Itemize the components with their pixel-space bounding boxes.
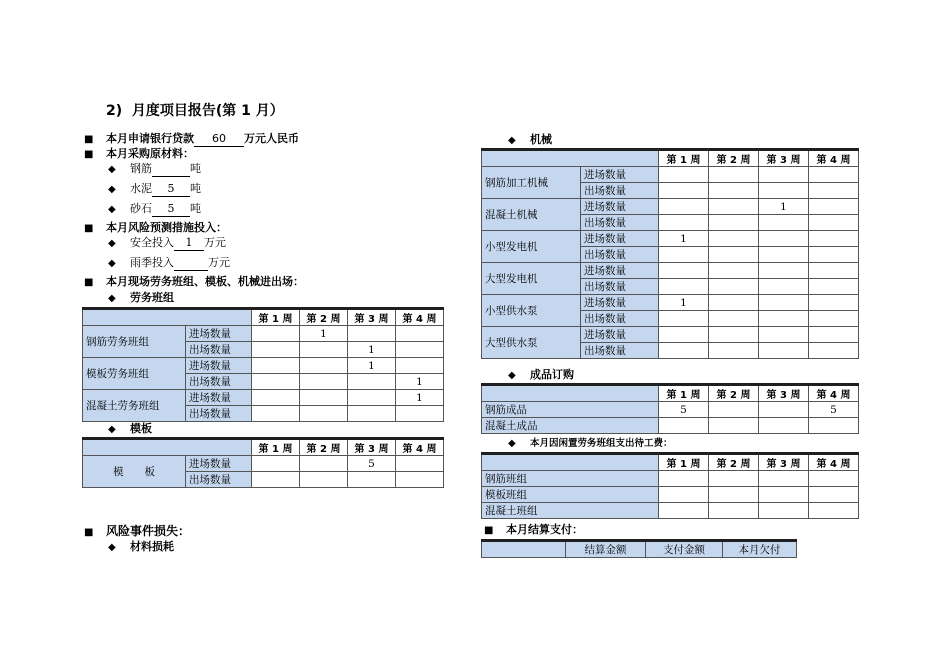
cell: [709, 279, 759, 295]
materials-heading: ■ 本月采购原材料：: [84, 147, 194, 160]
cell: 1: [659, 231, 709, 247]
cell: [396, 342, 444, 358]
diamond-bullet-icon: ◆: [108, 542, 116, 553]
cell: [709, 231, 759, 247]
table-row: [482, 503, 859, 519]
group-label: 钢筋劳务班组: [83, 326, 186, 358]
cell: [809, 295, 859, 311]
cell: [759, 231, 809, 247]
cell: [759, 402, 809, 418]
diamond-bullet-icon: ◆: [508, 438, 516, 449]
square-bullet-icon: ■: [84, 223, 94, 234]
group-label: 模板劳务班组: [83, 358, 186, 390]
cell: [396, 406, 444, 422]
cell: [300, 358, 348, 374]
sub-label: 出场数量: [581, 279, 659, 295]
cell: [659, 279, 709, 295]
sub-label: 进场数量: [186, 456, 252, 472]
cell: [709, 311, 759, 327]
cell: [809, 487, 859, 503]
cell: [659, 503, 709, 519]
cell: [809, 471, 859, 487]
cell: [659, 247, 709, 263]
cell: [759, 503, 809, 519]
table-row: [482, 418, 859, 434]
diamond-bullet-icon: ◆: [108, 164, 116, 175]
cell: 1: [659, 295, 709, 311]
labor-table: [82, 307, 444, 422]
table-header-row: [83, 439, 444, 456]
cell: [252, 472, 300, 488]
cell: [348, 472, 396, 488]
cell: 5: [659, 402, 709, 418]
week-header: 第 1 周: [252, 309, 300, 326]
labor-heading: ◆ 劳务班组: [108, 291, 174, 304]
material-item: ◆ 砂石 5 吨: [108, 202, 201, 215]
machinery-table: [481, 148, 859, 359]
group-label: 混凝土劳务班组: [83, 390, 186, 422]
cell: [809, 231, 859, 247]
page-title: 2) 月度项目报告(第 1 月）: [106, 103, 284, 119]
header-blank: [482, 150, 659, 167]
cell: [252, 406, 300, 422]
settlement-col-header: 支付金额: [646, 541, 723, 558]
cell: 1: [396, 390, 444, 406]
cell: 5: [809, 402, 859, 418]
square-bullet-icon: ■: [84, 134, 94, 145]
row-label: 钢筋班组: [482, 471, 659, 487]
settlement-col-header: 结算金额: [566, 541, 646, 558]
cell: [659, 215, 709, 231]
cell: [709, 327, 759, 343]
sub-label: 出场数量: [186, 406, 252, 422]
row-label: 混凝土成品: [482, 418, 659, 434]
cell: [709, 295, 759, 311]
week-header: 第 3 周: [759, 454, 809, 471]
week-header: 第 4 周: [396, 309, 444, 326]
table-header-row: [482, 541, 797, 558]
cell: 1: [348, 358, 396, 374]
table-header-row: [482, 454, 859, 471]
week-header: 第 3 周: [759, 150, 809, 167]
cell: [809, 503, 859, 519]
sub-label: 进场数量: [581, 263, 659, 279]
cell: [709, 247, 759, 263]
diamond-bullet-icon: ◆: [108, 424, 116, 435]
cell: [759, 167, 809, 183]
group-label: 小型发电机: [482, 231, 581, 263]
row-label: 模板班组: [482, 487, 659, 503]
cell: [252, 390, 300, 406]
week-header: 第 1 周: [659, 385, 709, 402]
diamond-bullet-icon: ◆: [108, 293, 116, 304]
cell: [396, 358, 444, 374]
sub-label: 进场数量: [581, 295, 659, 311]
cell: 1: [759, 199, 809, 215]
settlement-col-header: [482, 541, 566, 558]
cell: [759, 311, 809, 327]
header-blank: [482, 454, 659, 471]
cell: [300, 456, 348, 472]
cell: [809, 418, 859, 434]
site-heading: ■ 本月现场劳务班组、模板、机械进出场：: [84, 275, 304, 288]
loan-label: 本月申请银行贷款: [106, 132, 194, 145]
sub-label: 进场数量: [581, 199, 659, 215]
loan-line: [84, 132, 299, 147]
table-row: [482, 327, 859, 343]
cell: [809, 247, 859, 263]
formwork-table: [82, 437, 444, 488]
week-header: 第 1 周: [659, 150, 709, 167]
row-label: 混凝土班组: [482, 503, 659, 519]
sub-label: 出场数量: [581, 343, 659, 359]
group-label: 大型供水泵: [482, 327, 581, 359]
loan-value: 60: [194, 132, 244, 147]
group-label: 大型发电机: [482, 263, 581, 295]
sub-label: 出场数量: [186, 472, 252, 488]
settlement-table: [481, 539, 797, 558]
cell: [252, 342, 300, 358]
table-row: [83, 456, 444, 472]
settlement-heading: ■ 本月结算支付：: [484, 523, 583, 536]
cell: [709, 167, 759, 183]
cell: [659, 487, 709, 503]
cell: [396, 326, 444, 342]
cell: 5: [348, 456, 396, 472]
cell: [759, 471, 809, 487]
cell: 1: [396, 374, 444, 390]
loan-unit: 万元人民币: [244, 132, 299, 145]
cell: [659, 199, 709, 215]
cell: [659, 311, 709, 327]
cell: [809, 215, 859, 231]
table-row: [482, 167, 859, 183]
cell: [809, 311, 859, 327]
table-header-row: [83, 309, 444, 326]
table-row: [83, 390, 444, 406]
sub-label: 进场数量: [581, 327, 659, 343]
cell: [659, 183, 709, 199]
cell: [252, 358, 300, 374]
header-blank: [83, 439, 252, 456]
cell: [659, 471, 709, 487]
risk-invest-heading: ■ 本月风险预测措施投入：: [84, 221, 227, 234]
cell: [709, 183, 759, 199]
square-bullet-icon: ■: [84, 149, 94, 160]
cell: [348, 390, 396, 406]
cell: [759, 295, 809, 311]
table-row: [482, 487, 859, 503]
week-header: 第 1 周: [252, 439, 300, 456]
idle-table: [481, 452, 859, 519]
week-header: 第 2 周: [300, 309, 348, 326]
sub-label: 进场数量: [186, 358, 252, 374]
table-row: [83, 358, 444, 374]
cell: [809, 263, 859, 279]
cell: [396, 456, 444, 472]
table-row: [482, 263, 859, 279]
group-label: 小型供水泵: [482, 295, 581, 327]
sub-label: 出场数量: [186, 374, 252, 390]
table-row: [482, 402, 859, 418]
square-bullet-icon: ■: [84, 277, 94, 288]
sub-label: 出场数量: [581, 247, 659, 263]
risk-loss-sub: ◆ 材料损耗: [108, 540, 174, 553]
cell: [759, 327, 809, 343]
cell: [709, 263, 759, 279]
square-bullet-icon: ■: [484, 525, 494, 536]
week-header: 第 4 周: [809, 150, 859, 167]
risk-invest-item: ◆ 安全投入 1 万元: [108, 236, 226, 249]
header-blank: [482, 385, 659, 402]
table-row: [83, 326, 444, 342]
diamond-bullet-icon: ◆: [508, 135, 516, 146]
diamond-bullet-icon: ◆: [108, 184, 116, 195]
cell: [809, 199, 859, 215]
cell: [659, 418, 709, 434]
cell: [709, 402, 759, 418]
group-label: 模 板: [83, 456, 186, 488]
sub-label: 进场数量: [581, 167, 659, 183]
cell: [348, 406, 396, 422]
week-header: 第 2 周: [709, 150, 759, 167]
machinery-heading: ◆ 机械: [508, 133, 552, 146]
table-row: [482, 231, 859, 247]
diamond-bullet-icon: ◆: [108, 238, 116, 249]
cell: [759, 183, 809, 199]
week-header: 第 3 周: [348, 439, 396, 456]
diamond-bullet-icon: ◆: [108, 204, 116, 215]
material-item: ◆ 水泥 5 吨: [108, 182, 201, 195]
cell: [252, 326, 300, 342]
cell: [659, 343, 709, 359]
sub-label: 进场数量: [581, 231, 659, 247]
sub-label: 出场数量: [581, 183, 659, 199]
week-header: 第 3 周: [348, 309, 396, 326]
cell: [300, 342, 348, 358]
week-header: 第 4 周: [809, 385, 859, 402]
diamond-bullet-icon: ◆: [108, 258, 116, 269]
cell: [348, 374, 396, 390]
cell: [809, 167, 859, 183]
table-row: [482, 471, 859, 487]
sub-label: 出场数量: [581, 215, 659, 231]
cell: [709, 199, 759, 215]
cell: [659, 167, 709, 183]
risk-invest-item: ◆ 雨季投入 万元: [108, 256, 230, 269]
cell: [759, 487, 809, 503]
cell: [659, 263, 709, 279]
cell: [709, 503, 759, 519]
square-bullet-icon: ■: [84, 527, 94, 538]
cell: [396, 472, 444, 488]
cell: [809, 279, 859, 295]
cell: [300, 472, 348, 488]
cell: [759, 418, 809, 434]
table-row: [482, 295, 859, 311]
cell: [709, 487, 759, 503]
header-blank: [83, 309, 252, 326]
cell: [759, 263, 809, 279]
cell: 1: [300, 326, 348, 342]
sub-label: 进场数量: [186, 326, 252, 342]
table-header-row: [482, 385, 859, 402]
group-label: 钢筋加工机械: [482, 167, 581, 199]
cell: [659, 327, 709, 343]
sub-label: 出场数量: [581, 311, 659, 327]
cell: [252, 374, 300, 390]
cell: [300, 390, 348, 406]
cell: [252, 456, 300, 472]
week-header: 第 4 周: [809, 454, 859, 471]
cell: [709, 418, 759, 434]
cell: [300, 374, 348, 390]
cell: [348, 326, 396, 342]
settlement-col-header: 本月欠付: [723, 541, 797, 558]
cell: [300, 406, 348, 422]
row-label: 钢筋成品: [482, 402, 659, 418]
cell: [809, 343, 859, 359]
diamond-bullet-icon: ◆: [508, 370, 516, 381]
sub-label: 进场数量: [186, 390, 252, 406]
cell: [759, 215, 809, 231]
group-label: 混凝土机械: [482, 199, 581, 231]
week-header: 第 1 周: [659, 454, 709, 471]
material-item: ◆ 钢筋 吨: [108, 162, 201, 175]
week-header: 第 2 周: [709, 454, 759, 471]
cell: [709, 215, 759, 231]
cell: [809, 327, 859, 343]
table-header-row: [482, 150, 859, 167]
week-header: 第 2 周: [300, 439, 348, 456]
formwork-heading: ◆ 模板: [108, 422, 152, 435]
cell: 1: [348, 342, 396, 358]
cell: [809, 183, 859, 199]
cell: [709, 471, 759, 487]
cell: [709, 343, 759, 359]
sub-label: 出场数量: [186, 342, 252, 358]
table-row: [482, 199, 859, 215]
products-heading: ◆ 成品订购: [508, 368, 574, 381]
week-header: 第 3 周: [759, 385, 809, 402]
idle-heading: ◆ 本月因闲置劳务班组支出待工费：: [508, 438, 673, 449]
week-header: 第 2 周: [709, 385, 759, 402]
risk-loss-heading: ■ 风险事件损失：: [84, 524, 191, 538]
products-table: [481, 383, 859, 434]
cell: [759, 279, 809, 295]
cell: [759, 343, 809, 359]
week-header: 第 4 周: [396, 439, 444, 456]
cell: [759, 247, 809, 263]
